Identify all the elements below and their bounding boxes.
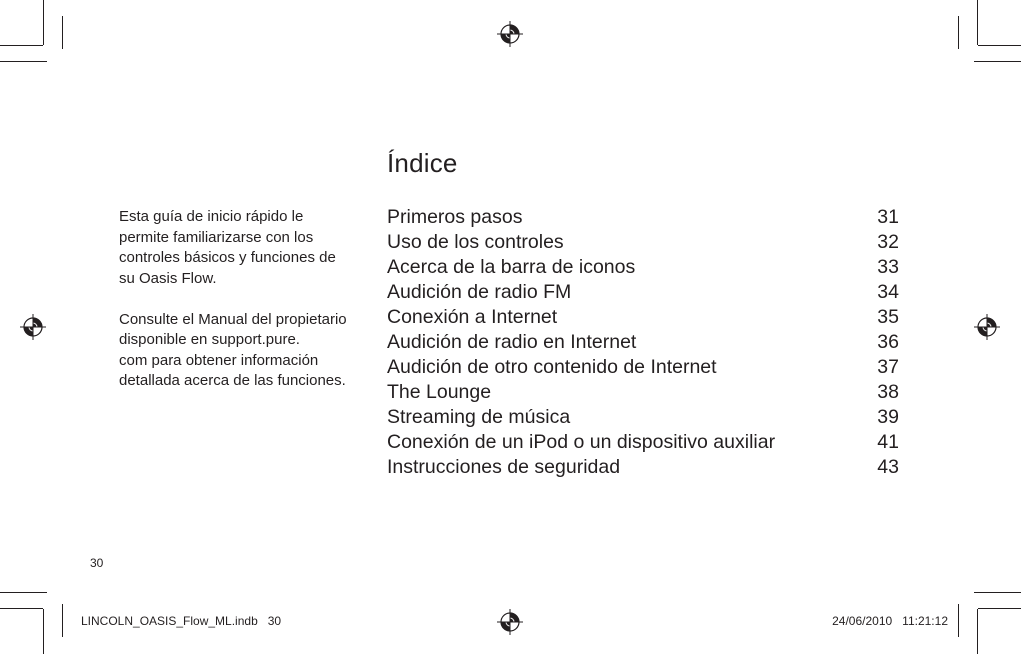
crop-mark: [958, 604, 959, 637]
crop-mark: [0, 592, 47, 593]
toc-entry[interactable]: [387, 330, 899, 355]
toc-entry-page: 43: [877, 456, 899, 478]
toc-entry-page: 39: [877, 406, 899, 428]
crop-mark: [977, 609, 978, 654]
toc-entry-page: 38: [877, 381, 899, 403]
toc-entry-page: 37: [877, 356, 899, 378]
crop-mark: [0, 608, 43, 609]
crop-mark: [977, 0, 978, 45]
toc-entry-label: Audición de otro contenido de Internet: [387, 356, 717, 378]
table-of-contents: [387, 205, 899, 480]
intro-line: permite familiarizarse con los: [119, 228, 314, 246]
intro-paragraph: [119, 207, 369, 289]
crop-mark: [958, 16, 959, 49]
toc-entry-page: 41: [877, 431, 899, 453]
toc-entry-label: Conexión de un iPod o un dispositivo auxiliar: [387, 431, 776, 453]
toc-entry-page: 35: [877, 306, 899, 328]
crop-mark: [974, 61, 1021, 62]
crop-mark: [62, 16, 63, 49]
toc-entry-label: Audición de radio en Internet: [387, 331, 637, 353]
crop-mark: [0, 61, 47, 62]
toc-entry-label: Primeros pasos: [387, 206, 523, 228]
registration-mark-icon: [497, 21, 523, 47]
toc-entry-label: Uso de los controles: [387, 231, 564, 253]
intro-line: Consulte el Manual del propietario: [119, 310, 347, 328]
toc-entry-label: Audición de radio FM: [387, 281, 572, 303]
crop-mark: [978, 608, 1021, 609]
toc-entry-page: 31: [877, 206, 899, 228]
toc-entry-label: Conexión a Internet: [387, 306, 558, 328]
toc-entry[interactable]: [387, 305, 899, 330]
crop-mark: [974, 592, 1021, 593]
toc-entry[interactable]: [387, 230, 899, 255]
intro-line: controles básicos y funciones de: [119, 249, 336, 266]
registration-mark-icon: [497, 609, 523, 635]
toc-entry[interactable]: [387, 380, 899, 405]
intro-line: Esta guía de inicio rápido le: [119, 208, 304, 225]
toc-entry-label: The Lounge: [387, 381, 492, 403]
toc-entry[interactable]: [387, 405, 899, 430]
toc-entry-page: 33: [877, 256, 899, 278]
intro-line: su Oasis Flow.: [119, 269, 217, 287]
toc-entry[interactable]: [387, 255, 899, 280]
toc-entry[interactable]: [387, 355, 899, 380]
page-title: Índice: [387, 148, 458, 178]
toc-entry-label: Instrucciones de seguridad: [387, 456, 621, 478]
registration-mark-icon: [20, 314, 46, 340]
toc-entry[interactable]: [387, 455, 899, 480]
registration-mark-icon: [974, 314, 1000, 340]
toc-entry[interactable]: [387, 430, 899, 455]
toc-entry-page: 32: [877, 231, 899, 253]
intro-line: detallada acerca de las funciones.: [119, 372, 346, 389]
intro-text: [119, 207, 369, 392]
intro-line: disponible en support.pure.: [119, 331, 300, 348]
crop-mark: [0, 45, 43, 46]
print-slug-file: LINCOLN_OASIS_Flow_ML.indb 30: [81, 614, 282, 628]
toc-entry[interactable]: [387, 280, 899, 305]
intro-paragraph: [119, 310, 369, 392]
crop-mark: [978, 45, 1021, 46]
intro-line: com para obtener información: [119, 351, 319, 369]
toc-entry-label: Streaming de música: [387, 406, 571, 428]
crop-mark: [62, 604, 63, 637]
print-slug-timestamp: 24/06/2010 11:21:12: [832, 614, 948, 628]
toc-entry-label: Acerca de la barra de iconos: [387, 256, 636, 278]
toc-entry[interactable]: [387, 205, 899, 230]
crop-mark: [43, 609, 44, 654]
crop-mark: [43, 0, 44, 45]
toc-entry-page: 36: [877, 331, 899, 353]
toc-entry-page: 34: [877, 281, 899, 303]
page-number: 30: [90, 556, 104, 570]
